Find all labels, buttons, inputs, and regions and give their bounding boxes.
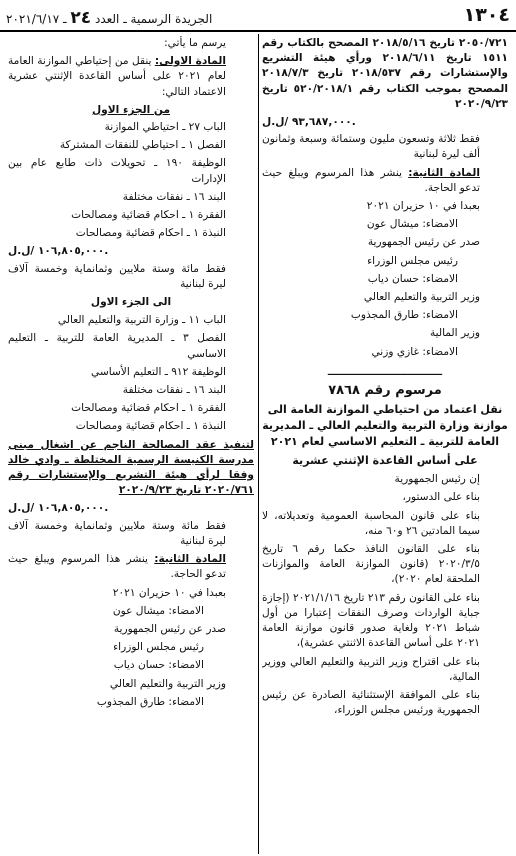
signature-finance: الامضاء: غازي وزني bbox=[371, 345, 458, 358]
signature-president: الامضاء: ميشال عون bbox=[112, 604, 204, 617]
preamble-president: إن رئيس الجمهورية bbox=[394, 473, 480, 486]
signature-pm: الامضاء: حسان دياب bbox=[367, 272, 458, 285]
amount-figure: ٩٣,٦٨٧,٠٠٠ /ل.ل. bbox=[262, 116, 356, 129]
preamble-approval: بناء على الموافقة الإستثنائية الصادرة عن رئيس الجمهورية ورئيس مجلس الوزراء، bbox=[262, 688, 480, 717]
decree-number: مرسوم رقم ٧٨٦٨ bbox=[328, 383, 442, 399]
signature-education: الامضاء: طارق المجذوب bbox=[350, 309, 458, 322]
amount-words: فقط ثلاثة وتسعون مليون وستمائة وسبعة وثمانون ألف ليرة لبنانية bbox=[262, 133, 480, 161]
budget-line-function: الوظيفة ١٩٠ ـ تحويلات ذات طابع عام بين الإدارات bbox=[8, 157, 226, 185]
preamble-proposal: بناء على اقتراح وزير التربية والتعليم العالي ووزير المالية، bbox=[262, 655, 480, 683]
article-text: ينشر هذا المرسوم ويبلغ حيث تدعو الحاجة. bbox=[8, 553, 226, 581]
article-label: المادة الثانية: bbox=[408, 166, 480, 179]
right-column bbox=[262, 36, 508, 852]
issue-number: ٢٤ bbox=[70, 8, 92, 28]
pm-title: رئيس مجلس الوزراء bbox=[367, 254, 458, 267]
decrees-following: يرسم ما يأتي: bbox=[164, 37, 226, 49]
signature-education: الامضاء: طارق المجذوب bbox=[96, 695, 204, 708]
issued-by: صدر عن رئيس الجمهورية bbox=[113, 622, 226, 635]
amount-words: فقط مائة وستة ملايين وثمانماية وخمسة آلاف ليرة لبنانية bbox=[8, 262, 226, 290]
budget-line-section: الفصل ١ ـ احتياطي للنفقات المشتركة bbox=[59, 139, 226, 152]
education-minister: وزير التربية والتعليم العالي bbox=[363, 291, 480, 304]
issue-date: ـ ٢٠٢١/٦/١٧ bbox=[6, 12, 67, 26]
budget-line-paragraph: الفقرة ١ ـ احكام قضائية ومصالحات bbox=[71, 209, 226, 222]
decree-title: نقل اعتماد من احتياطي الموازنة العامة الى موازنة وزارة التربية والتعليم العالي ـ المديرية العامة للتربية ـ التعليم الاساسي لعام ٢٠٢١ bbox=[262, 403, 508, 449]
page-header bbox=[0, 0, 516, 32]
pm-title: رئيس مجلس الوزراء bbox=[113, 641, 204, 654]
article-text: ينشر هذا المرسوم ويبلغ حيث تدعو الحاجة. bbox=[262, 166, 480, 194]
place-date: بعبدا في ١٠ حزيران ٢٠٢١ bbox=[366, 200, 480, 213]
signature-president: الامضاء: ميشال عون bbox=[366, 218, 458, 231]
budget-line-subparagraph: النبذة ١ ـ احكام قضائية ومصالحات bbox=[75, 227, 226, 240]
from-part-one: من الجزء الاول bbox=[91, 103, 170, 116]
page-number: ١٣٠٤ bbox=[463, 4, 510, 26]
preamble-accounting-law: بناء على قانون المحاسبة العمومية وتعديلاته، لا سيما المادتين ٢٦ و٦٠ منه، bbox=[262, 509, 480, 537]
article-label: المادة الاولى: bbox=[154, 55, 226, 68]
budget-line-function: الوظيفة ٩١٢ ـ التعليم الأساسي bbox=[91, 365, 226, 378]
amount-figure: ١٠٦,٨٠٥,٠٠٠ /ل.ل. bbox=[8, 245, 109, 258]
amount-figure: ١٠٦,٨٠٥,٠٠٠ /ل.ل. bbox=[8, 502, 109, 515]
budget-line-section: الفصل ٣ ـ المديرية العامة للتربية ـ التعليم الاساسي bbox=[8, 332, 227, 360]
education-minister: وزير التربية والتعليم العالي bbox=[109, 677, 226, 690]
issued-by: صدر عن رئيس الجمهورية bbox=[367, 236, 480, 249]
budget-line-paragraph: الفقرة ١ ـ احكام قضائية ومصالحات bbox=[71, 402, 226, 415]
budget-line-chapter: الباب ٢٧ ـ احتياطي الموازنة bbox=[104, 121, 226, 134]
signature-pm: الامضاء: حسان دياب bbox=[113, 659, 204, 672]
budget-line-chapter: الباب ١١ ـ وزارة التربية والتعليم العالي bbox=[57, 314, 226, 327]
preamble-budget-law: بناء على القانون النافذ حكما رقم ٦ تاريخ ٢٠٢٠/٣/٥ (قانون الموازنة العامة والموازنات الملحقة لعام ٢٠٢٠)، bbox=[262, 543, 480, 586]
gazette-name: الجريدة الرسمية ـ العدد bbox=[94, 12, 213, 26]
budget-line-item: البند ١٦ ـ نفقات مختلفة bbox=[122, 384, 226, 397]
purpose-statement: لتنفيذ عقد المصالحة الناجم عن اشغال مبنى مدرسة الكنيسة الرسمية المختلطة ـ وادي خالد وفقا لرأي هيئة التشريع والإستشارات رقم ٢٠٢٠/٧٦١ تاريخ ٢٠٢٠/٩/٢٣ bbox=[8, 438, 254, 497]
left-column bbox=[8, 36, 254, 852]
article-two bbox=[8, 552, 254, 582]
preamble-constitution: بناء على الدستور، bbox=[402, 491, 480, 504]
article-one bbox=[8, 54, 254, 100]
finance-minister: وزير المالية bbox=[429, 327, 480, 340]
previous-decree-title-tail: ٢٠٥٠/٧٢١ تاريخ ٢٠١٨/٥/١٦ المصحح بالكتاب رقم ١٥١١ تاريخ ٢٠١٨/٦/١١ ورأي هيئة التشريع والإستشارات رقم ٢٠١٨/٥٣٧ تاريخ ٢٠١٨/٧/٣ المصحح بموجب الكتاب رقم ٥٢٠/٢٠١٨/١ تاريخ ٢٠٢٠/٩/٢٣ bbox=[262, 37, 508, 110]
budget-line-subparagraph: النبذة ١ ـ احكام قضائية ومصالحات bbox=[75, 420, 226, 433]
decree-subtitle: على أساس القاعدة الإثنتي عشرية bbox=[292, 454, 478, 468]
article-label: المادة الثانية: bbox=[154, 553, 226, 566]
article-two bbox=[262, 166, 508, 196]
place-date: بعبدا في ١٠ حزيران ٢٠٢١ bbox=[112, 586, 226, 599]
preamble-law-213: بناء على القانون رقم ٢١٣ تاريخ ٢٠٢١/١/١٦ (إجازة جباية الواردات وصرف النفقات إعتبارا من أول شباط ٢٠٢١ ولغاية صدور قانون موازنة العامة ٢٠٢١ على أساس القاعدة الاثنتي عشرية)، bbox=[262, 591, 480, 650]
column-divider bbox=[258, 34, 259, 854]
to-part-one: الى الجزء الاول bbox=[90, 296, 172, 309]
article-text: ينقل من إحتياطي الموازنة العامة لعام ٢٠٢١ على أساس القاعدة الإثنتي عشرية الاعتماد التالي: bbox=[8, 55, 226, 98]
amount-words: فقط مائة وستة ملايين وثمانماية وخمسة آلاف ليرة لبنانية bbox=[8, 519, 226, 547]
budget-line-item: البند ١٦ ـ نفقات مختلفة bbox=[122, 190, 226, 203]
section-separator: ــــــــــــــــــــــــــــــ bbox=[327, 363, 443, 379]
gazette-heading bbox=[6, 8, 212, 28]
